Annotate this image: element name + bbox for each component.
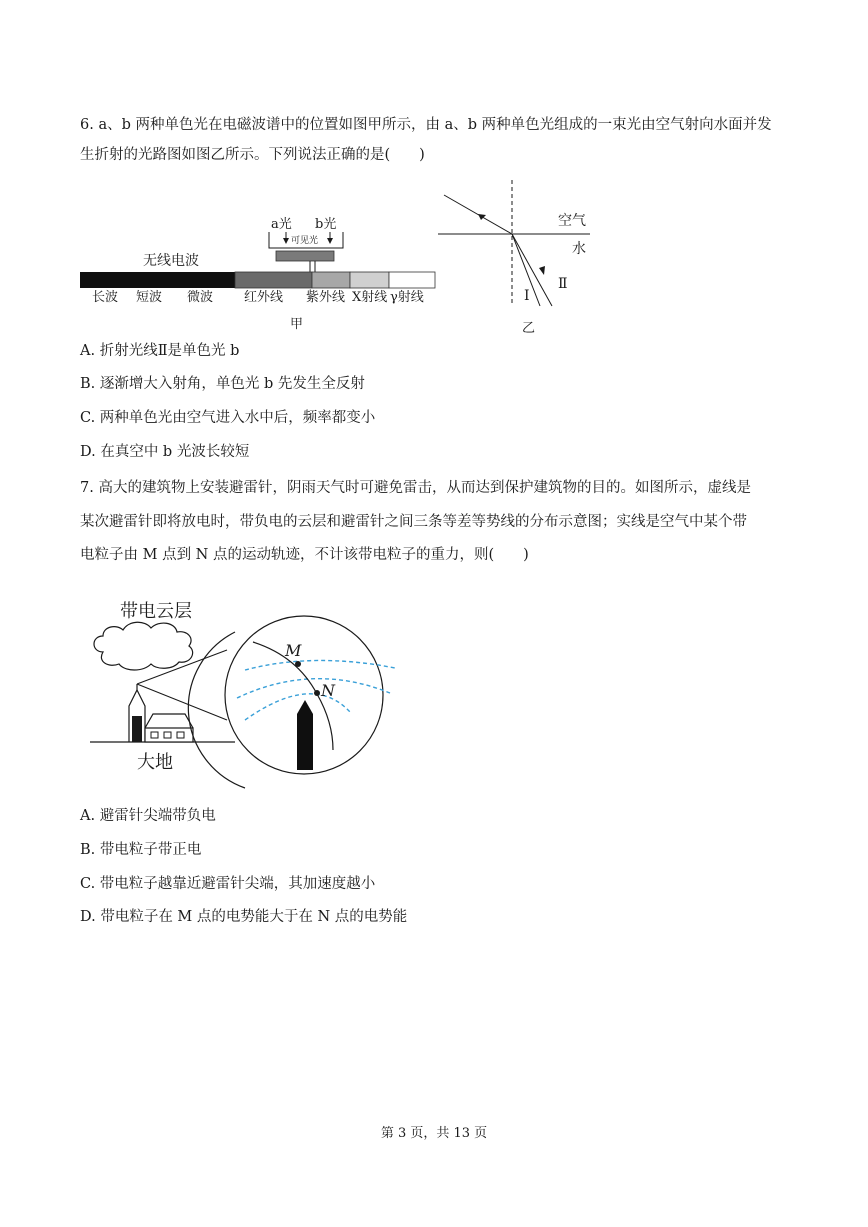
q7-stem-line2: 某次避雷针即将放电时，带负电的云层和避雷针之间三条等差等势线的分布示意图；实线是空气中某个带: [80, 514, 747, 530]
em-spectrum-figure: [75, 210, 445, 335]
refraction-figure: [430, 178, 600, 338]
q6-option-c: C. 两种单色光由空气进入水中后，频率都变小: [80, 410, 376, 426]
band-ir: [235, 272, 312, 288]
label-uv: 紫外线: [306, 290, 346, 305]
visible-band: [276, 251, 334, 261]
label-water: 水: [572, 241, 586, 257]
refracted-ray-2: [512, 234, 552, 306]
label-long: 长波: [92, 290, 119, 305]
magnifier-arc: [188, 632, 245, 788]
band-gamma: [389, 272, 435, 288]
q6-stem-line1: 6. a、b 两种单色光在电磁波谱中的位置如图甲所示，由 a、b 两种单色光组成的一束光由空气射向水面并发: [80, 117, 772, 133]
point-m: [295, 661, 301, 667]
q7-stem-line1: 7. 高大的建筑物上安装避雷针，阴雨天气时可避免雷击，从而达到保护建筑物的目的。如图所示，虚线是: [80, 480, 751, 496]
band-uv: [312, 272, 350, 288]
caption-jia: 甲: [290, 317, 304, 332]
point-n: [314, 690, 320, 696]
label-air: 空气: [558, 213, 586, 229]
q7-option-c: C. 带电粒子越靠近避雷针尖端，其加速度越小: [80, 876, 376, 892]
label-b-light: b光: [315, 217, 337, 232]
house-roof: [145, 714, 193, 728]
incident-ray: [444, 195, 512, 234]
q6-option-b: B. 逐渐增大入射角，单色光 b 先发生全反射: [80, 376, 365, 392]
label-a-light: a光: [271, 217, 292, 232]
caption-yi: 乙: [522, 321, 536, 336]
q6-option-d: D. 在真空中 b 光波长较短: [80, 444, 250, 460]
label-xray: X射线: [352, 290, 388, 305]
band-xray: [350, 272, 389, 288]
label-visible: 可见光: [291, 236, 319, 246]
label-ground: 大地: [137, 752, 173, 773]
label-m: M: [285, 641, 302, 660]
label-ray-2: Ⅱ: [558, 276, 568, 292]
q7-stem-line3: 电粒子由 M 点到 N 点的运动轨迹，不计该带电粒子的重力，则( ): [80, 547, 529, 563]
label-cloud: 带电云层: [120, 601, 192, 622]
band-radio: [80, 272, 235, 288]
label-micro: 微波: [187, 290, 214, 305]
label-radio: 无线电波: [143, 253, 199, 269]
q6-stem-line2: 生折射的光路图如图乙所示。下列说法正确的是( ): [80, 147, 425, 163]
q7-option-a: A. 避雷针尖端带负电: [80, 808, 216, 824]
lightning-rod-figure: [85, 590, 415, 790]
cloud-shape: [94, 622, 193, 670]
label-gamma: γ射线: [390, 290, 424, 305]
label-ir: 红外线: [244, 290, 284, 305]
q7-option-d: D. 带电粒子在 M 点的电势能大于在 N 点的电势能: [80, 909, 408, 925]
label-short: 短波: [136, 290, 163, 305]
q7-option-b: B. 带电粒子带正电: [80, 842, 202, 858]
label-ray-1: Ⅰ: [524, 288, 530, 304]
page-footer: 第 3 页，共 13 页: [380, 1126, 488, 1141]
q6-option-a: A. 折射光线Ⅱ是单色光 b: [80, 343, 240, 359]
lightning-rod: [297, 700, 313, 770]
label-n: N: [321, 681, 335, 700]
equipotential-line-1: [245, 660, 395, 670]
